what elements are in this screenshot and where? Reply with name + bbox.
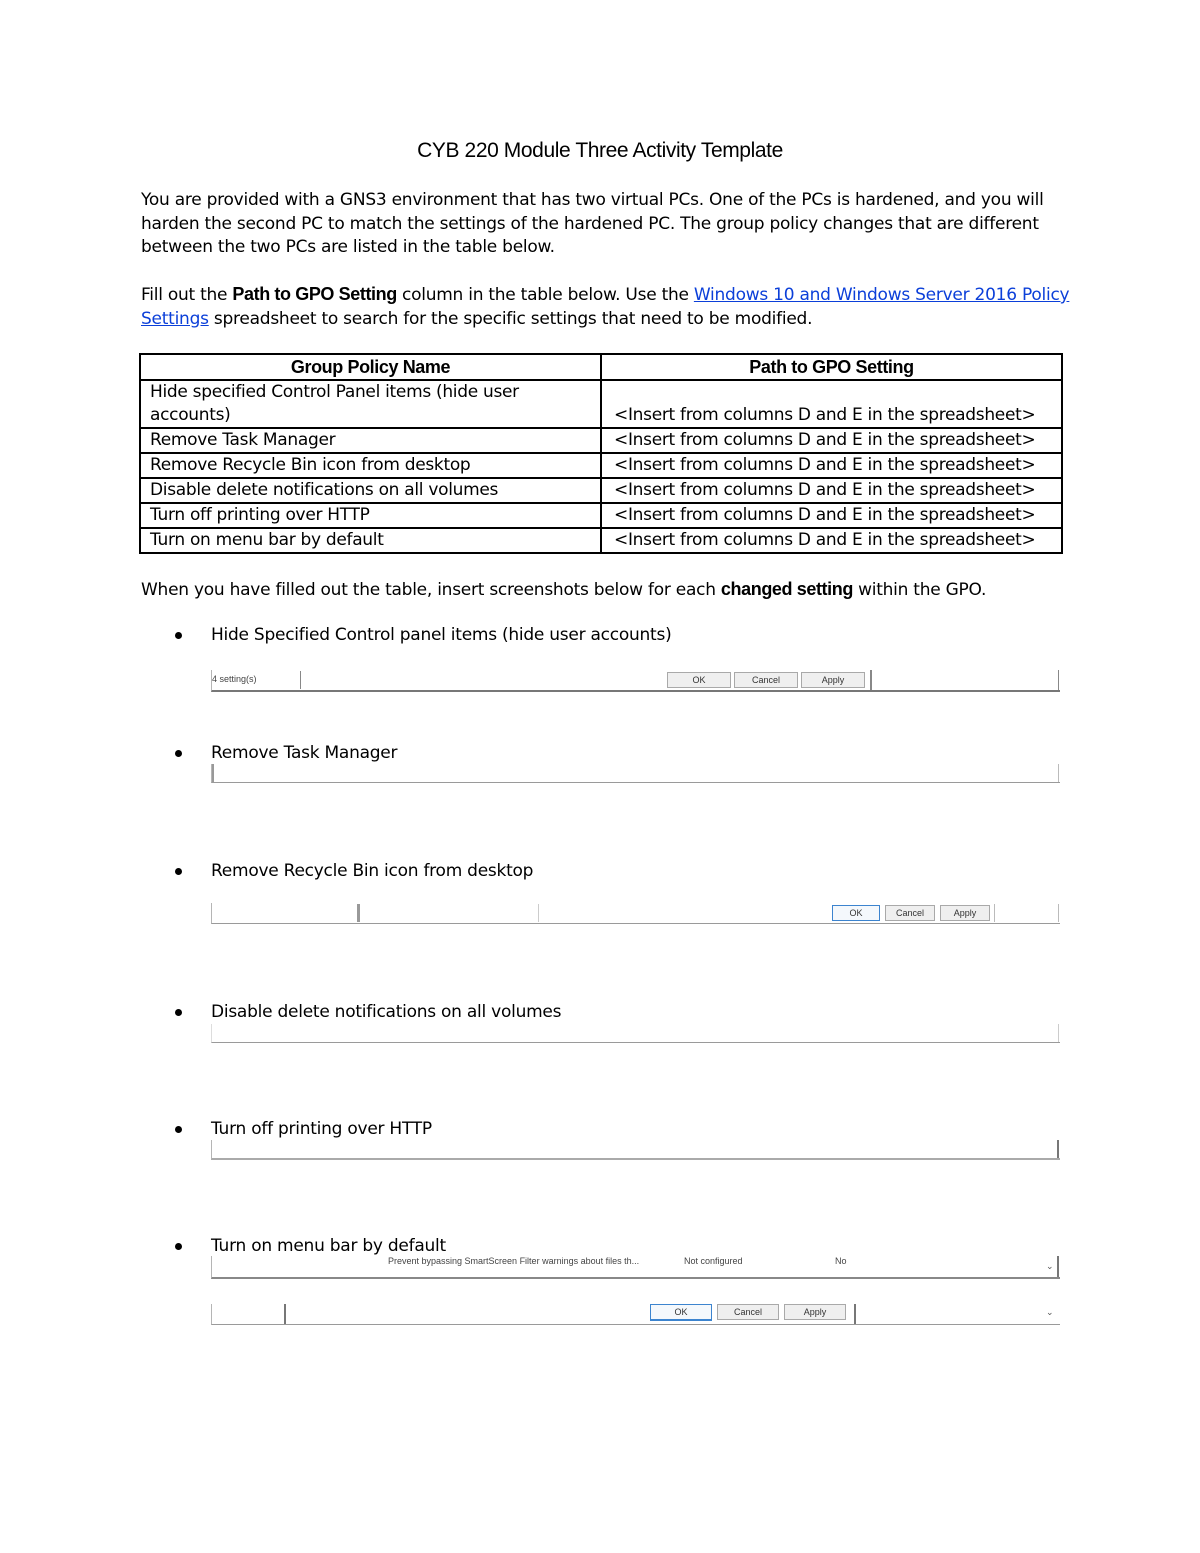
table-row [140,478,1062,503]
screenshot-disable-delete-notifications [211,1024,1060,1043]
bullet-label: Disable delete notifications on all volumes [211,1002,562,1022]
policy-name-cell: Turn on menu bar by default [140,528,601,553]
screenshot-instruction-prefix: When you have filled out the table, insert screenshots below for each [141,580,721,600]
apply-button[interactable]: Apply [801,672,865,688]
divider [1058,670,1059,690]
policy-path-cell[interactable]: <Insert from columns D and E in the spreadsheet> [601,428,1062,453]
bullet-icon [175,1126,182,1133]
table-row [140,528,1062,553]
ok-button[interactable]: OK [832,905,880,921]
policy-name-cell: Hide specified Control Panel items (hide user accounts) [140,380,601,428]
screenshot-remove-recycle-bin [211,903,1060,924]
policy-path-cell[interactable]: <Insert from columns D and E in the spreadsheet> [601,528,1062,553]
screenshot-instruction-bold: changed setting [720,579,853,599]
screenshot-remove-task-manager [211,764,1060,783]
instruction-paragraph [141,283,1071,331]
policy-row-state: Not configured [684,1256,743,1266]
divider [1058,904,1059,922]
document-title: CYB 220 Module Three Activity Template [417,139,783,162]
divider [870,670,872,690]
bullet-icon [175,868,182,875]
cancel-button[interactable]: Cancel [885,905,935,921]
cancel-button[interactable]: Cancel [734,672,798,688]
cancel-button[interactable]: Cancel [717,1304,779,1320]
intro-paragraph: You are provided with a GNS3 environment that has two virtual PCs. One of the PCs is hardened, and you will harden the second PC to match the settings of the hardened PC. The group policy changes that are different between the two PCs are listed in the table below. [141,190,1044,257]
policy-name-cell: Turn off printing over HTTP [140,503,601,528]
divider [357,904,360,922]
divider [284,1304,286,1324]
divider [854,1304,856,1324]
divider [1057,1256,1059,1277]
divider [212,764,214,782]
table-row [140,428,1062,453]
policy-name-cell: Disable delete notifications on all volumes [140,478,601,503]
policy-path-cell[interactable]: <Insert from columns D and E in the spreadsheet> [601,478,1062,503]
screenshot-turn-off-printing-http [211,1140,1060,1160]
divider [300,671,301,689]
instruction-prefix: Fill out the [141,285,233,305]
policy-name-cell: Remove Recycle Bin icon from desktop [140,453,601,478]
screenshot-instruction [141,578,1071,603]
settings-count: 4 setting(s) [212,674,257,684]
policy-settings-link[interactable]: Windows 10 and Windows Server 2016 Policy Settings [141,285,1070,329]
divider [994,904,995,922]
divider [1058,1024,1059,1042]
bullet-label: Turn off printing over HTTP [211,1119,432,1139]
policy-name-cell: Remove Task Manager [140,428,601,453]
bullet-label: Remove Recycle Bin icon from desktop [211,861,534,881]
screenshot-instruction-suffix: within the GPO. [852,580,987,600]
screenshot-turn-on-menu-bar-b [211,1304,1060,1325]
divider [538,904,539,922]
divider [1058,764,1059,782]
bullet-icon [175,1009,182,1016]
bullet-label: Turn on menu bar by default [211,1236,446,1256]
table-row [140,453,1062,478]
policy-row-comment: No [835,1256,847,1266]
scroll-down-icon[interactable]: ⌄ [1046,1308,1054,1318]
screenshot-hide-control-panel [211,670,1060,692]
bullet-label: Hide Specified Control panel items (hide user accounts) [211,625,672,645]
policy-path-cell[interactable]: <Insert from columns D and E in the spreadsheet> [601,380,1062,428]
apply-button[interactable]: Apply [940,905,990,921]
ok-button[interactable]: OK [667,672,731,688]
scroll-down-icon[interactable]: ⌄ [1046,1262,1054,1272]
table-row [140,503,1062,528]
policy-row-text: Prevent bypassing SmartScreen Filter warnings about files th... [388,1256,640,1266]
table-row [140,380,1062,428]
header-group-policy-name: Group Policy Name [140,354,601,380]
bullet-label: Remove Task Manager [211,743,398,763]
instruction-suffix: spreadsheet to search for the specific settings that need to be modified. [208,308,813,329]
screenshot-turn-on-menu-bar-a [211,1256,1060,1279]
policy-table [139,353,1063,554]
apply-button[interactable]: Apply [784,1304,846,1320]
ok-button[interactable]: OK [650,1304,712,1321]
table-header-row [140,354,1062,380]
divider [1057,1140,1059,1158]
header-path-to-gpo: Path to GPO Setting [601,354,1062,380]
instruction-bold: Path to GPO Setting [232,284,397,304]
bullet-icon [175,632,182,639]
policy-path-cell[interactable]: <Insert from columns D and E in the spreadsheet> [601,453,1062,478]
bullet-icon [175,1243,182,1250]
policy-path-cell[interactable]: <Insert from columns D and E in the spreadsheet> [601,503,1062,528]
instruction-middle: column in the table below. Use the [396,285,694,305]
bullet-icon [175,750,182,757]
